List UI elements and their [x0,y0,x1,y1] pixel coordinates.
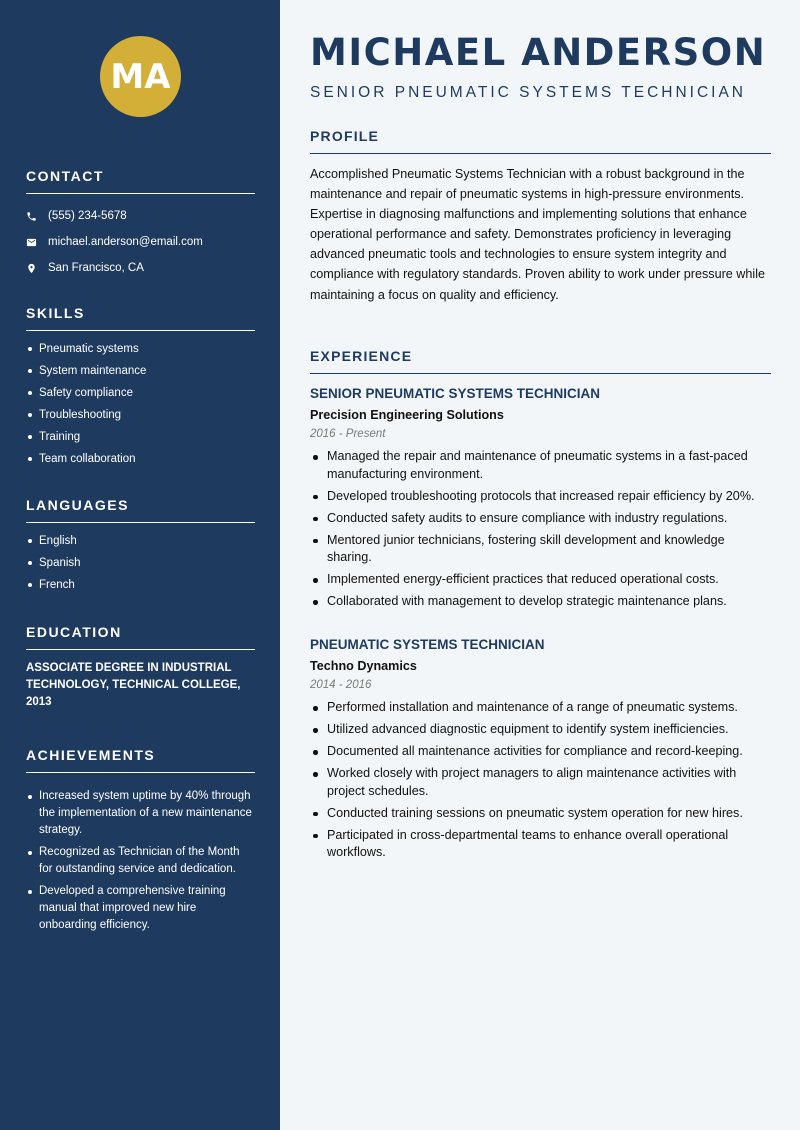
achievement-item: Developed a comprehensive training manual that improved new hire onboarding efficiency. [26,883,255,934]
skills-list [26,338,255,470]
language-item: English [26,530,255,552]
skills-heading: SKILLS [26,305,255,331]
languages-list [26,530,255,596]
job-bullet: Participated in cross-departmental teams to enhance overall operational workflows. [310,827,771,862]
achievement-item: Increased system uptime by 40% through the implementation of a new maintenance strategy. [26,788,255,839]
contact-location [26,255,255,281]
job-company: Techno Dynamics [310,659,417,673]
job-bullet: Implemented energy-efficient practices that reduced operational costs. [310,571,771,589]
contact-heading: CONTACT [26,168,255,194]
job-role: PNEUMATIC SYSTEMS TECHNICIAN [310,637,545,652]
profile-text: Accomplished Pneumatic Systems Technician with a robust background in the maintenance and repair of pneumatic systems in high-pressure environments. Expertise in diagnosing malfunctions and implementing solutions that enhance operational performance and safety. Demonstrates proficiency in leveraging advanced pneumatic tools and technologies to ensure system integrity and compliance with regulatory standards. Proven ability to work under pressure while maintaining a focus on quality and efficiency. [310,167,765,302]
skill-item: Pneumatic systems [26,338,255,360]
job-bullet: Conducted safety audits to ensure compliance with industry regulations. [310,510,771,528]
main-content [280,0,800,1130]
profile-heading: PROFILE [310,128,771,154]
job-bullets [310,699,771,862]
location-pin-icon [26,263,48,274]
phone-icon [26,211,48,222]
skill-item: Training [26,426,255,448]
skill-item: Safety compliance [26,382,255,404]
job-entry [310,386,771,615]
language-item: Spanish [26,552,255,574]
candidate-name: MICHAEL ANDERSON [310,31,767,74]
job-bullet: Collaborated with management to develop strategic maintenance plans. [310,593,771,611]
avatar: MA [100,36,181,117]
profile-section [310,128,771,305]
language-item: French [26,574,255,596]
experience-heading: EXPERIENCE [310,348,771,374]
skill-item: Troubleshooting [26,404,255,426]
job-bullet: Documented all maintenance activities for compliance and record-keeping. [310,743,771,761]
education-heading: EDUCATION [26,624,255,650]
achievements-list [26,788,255,934]
achievements-heading: ACHIEVEMENTS [26,747,255,773]
skills-section [26,305,255,470]
job-bullet: Utilized advanced diagnostic equipment to identify system inefficiencies. [310,721,771,739]
job-bullets [310,448,771,611]
contact-email [26,229,255,255]
job-bullet: Managed the repair and maintenance of pneumatic systems in a fast-paced manufacturing environment. [310,448,771,483]
job-bullet: Worked closely with project managers to align maintenance activities with project schedules. [310,765,771,800]
job-entry [310,637,771,866]
contact-phone [26,203,255,229]
job-role: SENIOR PNEUMATIC SYSTEMS TECHNICIAN [310,386,601,401]
languages-heading: LANGUAGES [26,497,255,523]
skill-item: Team collaboration [26,448,255,470]
experience-section [310,348,771,374]
job-dates: 2014 - 2016 [310,679,372,691]
email-text: michael.anderson@email.com [48,236,203,248]
phone-text: (555) 234-5678 [48,210,127,222]
job-bullet: Conducted training sessions on pneumatic system operation for new hires. [310,805,771,823]
languages-section [26,497,255,596]
achievements-section [26,747,255,939]
skill-item: System maintenance [26,360,255,382]
job-dates: 2016 - Present [310,428,386,440]
job-bullet: Performed installation and maintenance of a range of pneumatic systems. [310,699,771,717]
sidebar [0,0,280,1130]
candidate-title: SENIOR PNEUMATIC SYSTEMS TECHNICIAN [310,84,746,101]
education-entry: ASSOCIATE DEGREE IN INDUSTRIAL TECHNOLOGY, TECHNICAL COLLEGE, 2013 [26,662,241,708]
job-bullet: Developed troubleshooting protocols that increased repair efficiency by 20%. [310,488,771,506]
achievement-item: Recognized as Technician of the Month for outstanding service and dedication. [26,844,255,878]
location-text: San Francisco, CA [48,262,144,274]
education-section [26,624,255,711]
contact-section [26,168,255,281]
email-icon [26,237,48,248]
job-company: Precision Engineering Solutions [310,408,504,422]
job-bullet: Mentored junior technicians, fostering skill development and knowledge sharing. [310,532,771,567]
